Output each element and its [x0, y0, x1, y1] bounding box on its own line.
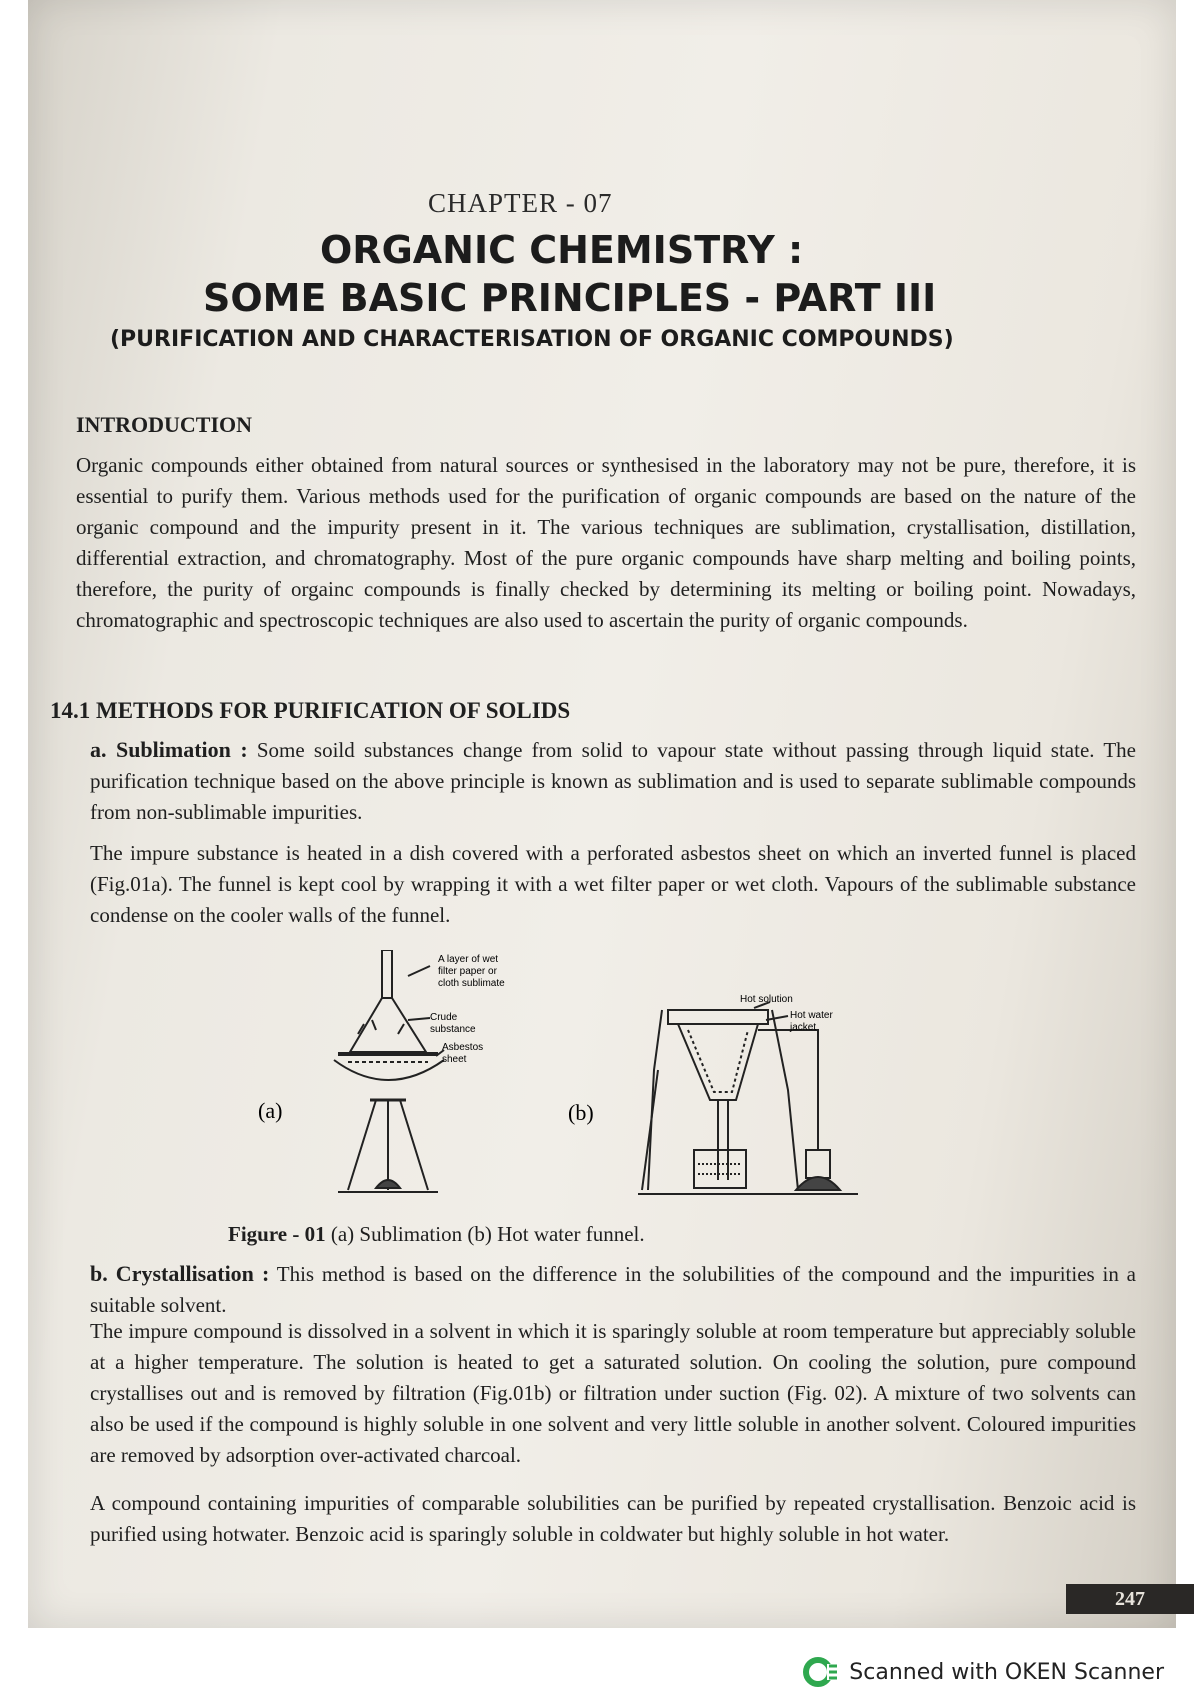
note-a7: sheet	[442, 1054, 467, 1065]
note-a2: filter paper or	[438, 966, 497, 977]
sublimation-label: a. Sublimation :	[90, 737, 248, 762]
crystallisation-text: This method is based on the difference in the solubilities of the compound and the impurities in a suitable solvent.	[90, 1262, 1136, 1317]
section-heading: 14.1 METHODS FOR PURIFICATION OF SOLIDS	[50, 698, 571, 723]
caption-rest: (a) Sublimation (b) Hot water funnel.	[325, 1222, 645, 1246]
title-line-2: SOME BASIC PRINCIPLES - PART III	[203, 276, 937, 320]
apparatus-diagram	[258, 950, 938, 1210]
sublimation-apparatus	[334, 950, 444, 1192]
note-b1: Hot solution	[740, 994, 793, 1005]
label-b: (b)	[568, 1100, 594, 1125]
note-a4: Crude	[430, 1012, 458, 1023]
sublimation-paragraph-2: The impure substance is heated in a dish covered with a perforated asbestos sheet on which an inverted funnel is placed (Fig.01a). The funnel is kept cool by wrapping it with a wet filter paper or wet cloth. Vapours of the sublimable substance condense on the cooler walls of the funnel.	[90, 841, 1136, 927]
note-b2: Hot water	[790, 1010, 833, 1021]
footer-text: Scanned with OKEN Scanner	[849, 1659, 1164, 1685]
scanned-page	[28, 0, 1176, 1628]
title-line-1: ORGANIC CHEMISTRY :	[320, 228, 804, 272]
crystallisation-label: b. Crystallisation :	[90, 1261, 270, 1286]
scanner-watermark	[803, 1654, 1164, 1690]
note-a3: cloth sublimate	[438, 978, 505, 989]
crystallisation-paragraph-2: The impure compound is dissolved in a solvent in which it is sparingly soluble at room temperature but appreciably soluble at a higher temperature. The solution is heated to get a saturated solution. On cooling the solution, pure compound crystallises out and is removed by filtration (Fig.01b) or filtration under suction (Fig. 02). A mixture of two solvents can also be used if the compound is highly soluble in one solvent and very little soluble in another solvent. Coloured impurities are removed by adsorption over-activated charcoal.	[90, 1319, 1136, 1467]
note-a6: Asbestos	[442, 1042, 484, 1053]
label-a: (a)	[258, 1098, 283, 1123]
crystallisation-paragraph-3: A compound containing impurities of comparable solubilities can be purified by repeated crystallisation. Benzoic acid is purified using hotwater. Benzoic acid is sparingly soluble in coldwater but highly soluble in hot water.	[90, 1491, 1136, 1546]
sublimation-text: Some soild substances change from solid to vapour state without passing through liquid state. The purification technique based on the above principle is known as sublimation and is used to separate sublimable compounds from non-sublimable impurities.	[90, 738, 1136, 824]
figure-caption	[228, 1222, 645, 1247]
title-subtitle: (PURIFICATION AND CHARACTERISATION OF ORGANIC COMPOUNDS)	[110, 327, 954, 352]
chapter-number: CHAPTER - 07	[428, 188, 613, 218]
crystallisation-paragraph	[90, 1258, 1136, 1321]
sublimation-paragraph	[90, 734, 1136, 828]
page-number: 247	[1066, 1584, 1194, 1614]
intro-paragraph: Organic compounds either obtained from natural sources or synthesised in the laboratory may not be pure, therefore, it is essential to purify them. Various methods used for the purification of organic compounds are based on the nature of the organic compound and the impurity present in it. The various techniques are sublimation, crystallisation, distillation, differential extraction, and chromatography. Most of the pure organic compounds have sharp melting and boiling points, therefore, the purity of orgainc compounds is finally checked by determining its melting or boiling point. Nowadays, chromatographic and spectroscopic techniques are also used to ascertain the purity of organic compounds.	[76, 453, 1136, 632]
oken-logo-icon	[803, 1654, 839, 1690]
intro-heading: INTRODUCTION	[76, 412, 253, 437]
caption-bold: Figure - 01	[228, 1222, 326, 1246]
note-a1: A layer of wet	[438, 954, 499, 965]
note-a5: substance	[430, 1024, 476, 1035]
hot-water-funnel	[638, 1002, 858, 1194]
figure-01	[258, 950, 938, 1210]
note-b3: jacket	[790, 1022, 817, 1033]
